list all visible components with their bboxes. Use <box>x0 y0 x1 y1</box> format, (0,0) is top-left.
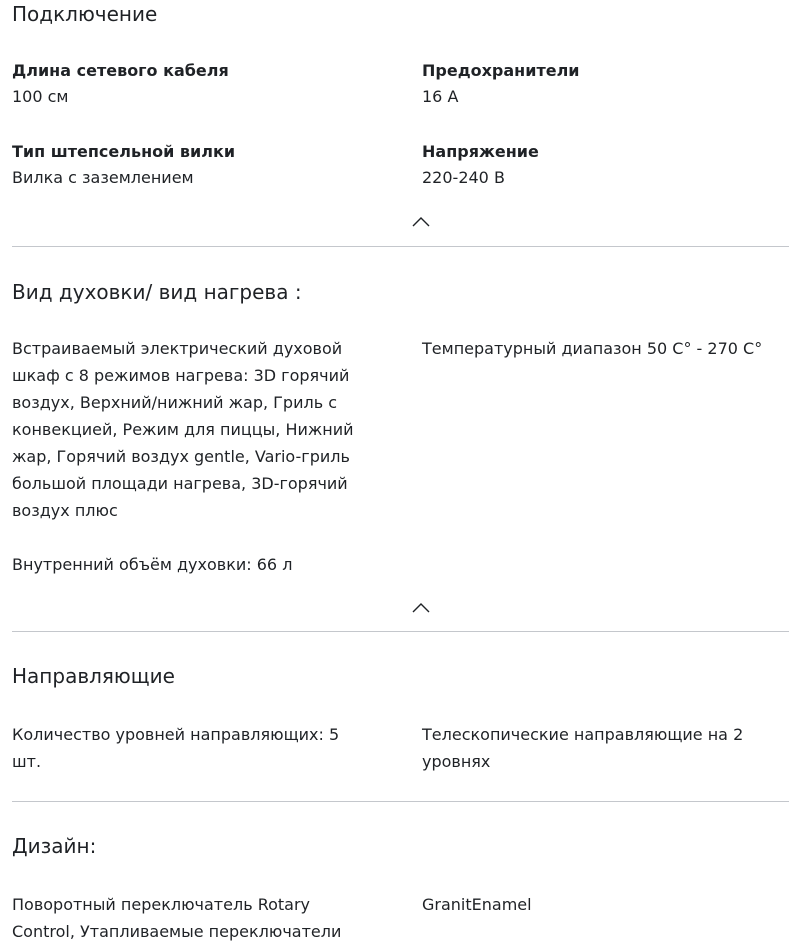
design-controls: Поворотный переключатель Rotary Control, Утапливаемые переключатели <box>12 895 342 941</box>
section-title-design: Дизайн: <box>12 834 97 858</box>
field-voltage <box>422 140 789 191</box>
rail-levels: Количество уровней направляющих: 5 шт. <box>12 725 340 771</box>
field-value: 16 А <box>422 87 459 106</box>
field-label: Предохранители <box>422 61 580 80</box>
field-label: Напряжение <box>422 142 539 161</box>
field-value: 100 см <box>12 87 69 106</box>
section-title-connection: Подключение <box>12 2 158 26</box>
section-title-oven: Вид духовки/ вид нагрева : <box>12 280 302 304</box>
chevron-up-icon[interactable] <box>412 599 430 611</box>
temperature-range: Температурный диапазон 50 C° - 270 C° <box>422 339 763 358</box>
field-value: Вилка с заземлением <box>12 168 194 187</box>
design-enamel: GranitEnamel <box>422 895 532 914</box>
field-cable-length <box>12 59 364 110</box>
chevron-up-icon[interactable] <box>412 213 430 225</box>
telescopic-rails: Телескопические направляющие на 2 уровнях <box>422 725 744 771</box>
field-plug-type <box>12 140 364 191</box>
oven-volume: Внутренний объём духовки: 66 л <box>12 555 293 574</box>
field-fuses <box>422 59 789 110</box>
section-title-rails: Направляющие <box>12 664 175 688</box>
field-label: Длина сетевого кабеля <box>12 61 229 80</box>
section-divider <box>12 631 789 632</box>
oven-description: Встраиваемый электрический духовой шкаф с 8 режимов нагрева: 3D горячий воздух, Верхний/нижний жар, Гриль с конвекцией, Режим для пиццы, Нижний жар, Горячий воздух gentle, Vario-гриль большой площади нагрева, 3D-горячий воздух плюс <box>12 339 354 520</box>
field-label: Тип штепсельной вилки <box>12 142 236 161</box>
section-divider <box>12 246 789 247</box>
section-divider <box>12 801 789 802</box>
field-value: 220-240 В <box>422 168 505 187</box>
